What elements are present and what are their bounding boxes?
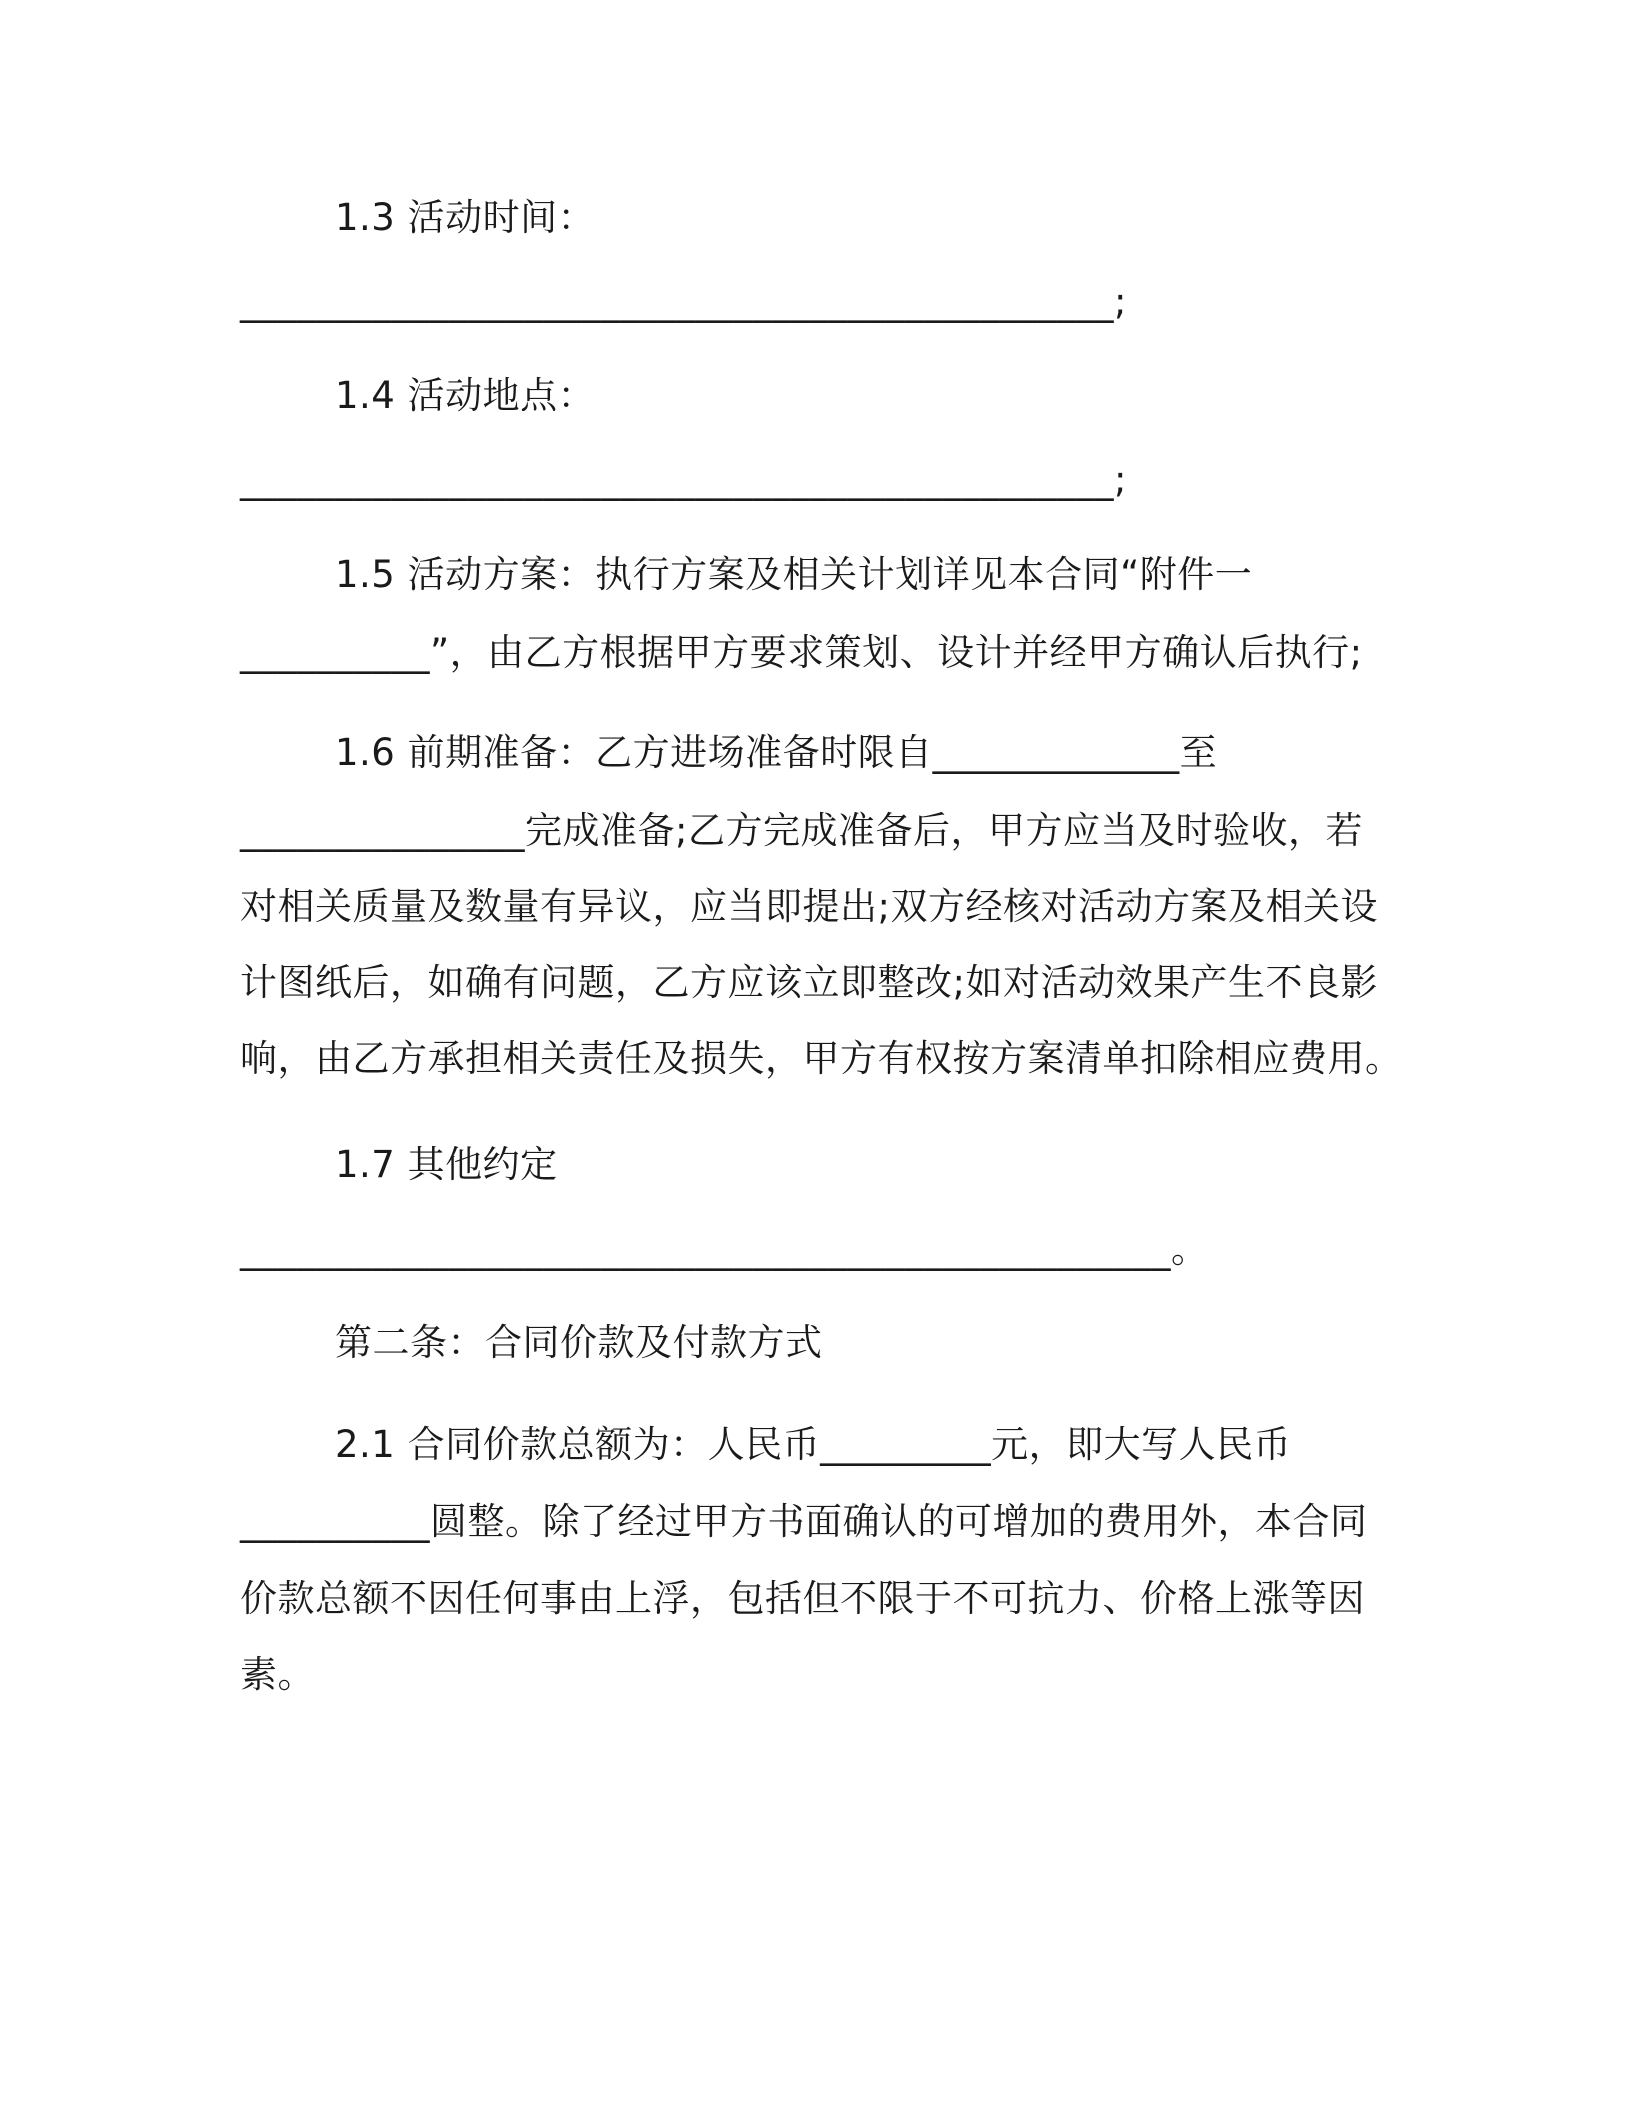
clause-1-6-line-1: 1.6 前期准备：乙方进场准备时限自_____________至 (335, 731, 1218, 774)
clause-1-7-heading: 1.7 其他约定 (335, 1143, 558, 1186)
clause-1-5-line-1: 1.5 活动方案：执行方案及相关计划详见本合同“附件一 (335, 553, 1253, 596)
blank-line-activity-time: ______________________________________________; (240, 280, 1127, 323)
clause-1-3-heading: 1.3 活动时间： (335, 196, 596, 239)
clause-1-6-line-3: 对相关质量及数量有异议，应当即提出;双方经核对活动方案及相关设 (240, 885, 1378, 928)
clause-1-4-heading: 1.4 活动地点： (335, 374, 596, 417)
blank-line-other-agreements: _________________________________________________。 (240, 1228, 1209, 1271)
clause-1-6-line-2: _______________完成准备;乙方完成准备后，甲方应当及时验收，若 (240, 809, 1363, 852)
clause-2-1-line-3: 价款总额不因任何事由上浮，包括但不限于不可抗力、价格上涨等因 (240, 1577, 1365, 1620)
clause-1-5-line-2: __________”，由乙方根据甲方要求策划、设计并经甲方确认后执行; (240, 631, 1363, 674)
article-2-heading: 第二条：合同价款及付款方式 (335, 1321, 823, 1364)
clause-2-1-line-2: __________圆整。除了经过甲方书面确认的可增加的费用外，本合同 (240, 1500, 1368, 1543)
clause-2-1-line-4: 素。 (240, 1653, 315, 1696)
clause-1-6-line-5: 响，由乙方承担相关责任及损失，甲方有权按方案清单扣除相应费用。 (240, 1037, 1403, 1080)
clause-1-6-line-4: 计图纸后，如确有问题，乙方应该立即整改;如对活动效果产生不良影 (240, 961, 1378, 1004)
blank-line-activity-location: ______________________________________________; (240, 458, 1127, 501)
clause-2-1-line-1: 2.1 合同价款总额为：人民币_________元，即大写人民币 (335, 1423, 1292, 1466)
